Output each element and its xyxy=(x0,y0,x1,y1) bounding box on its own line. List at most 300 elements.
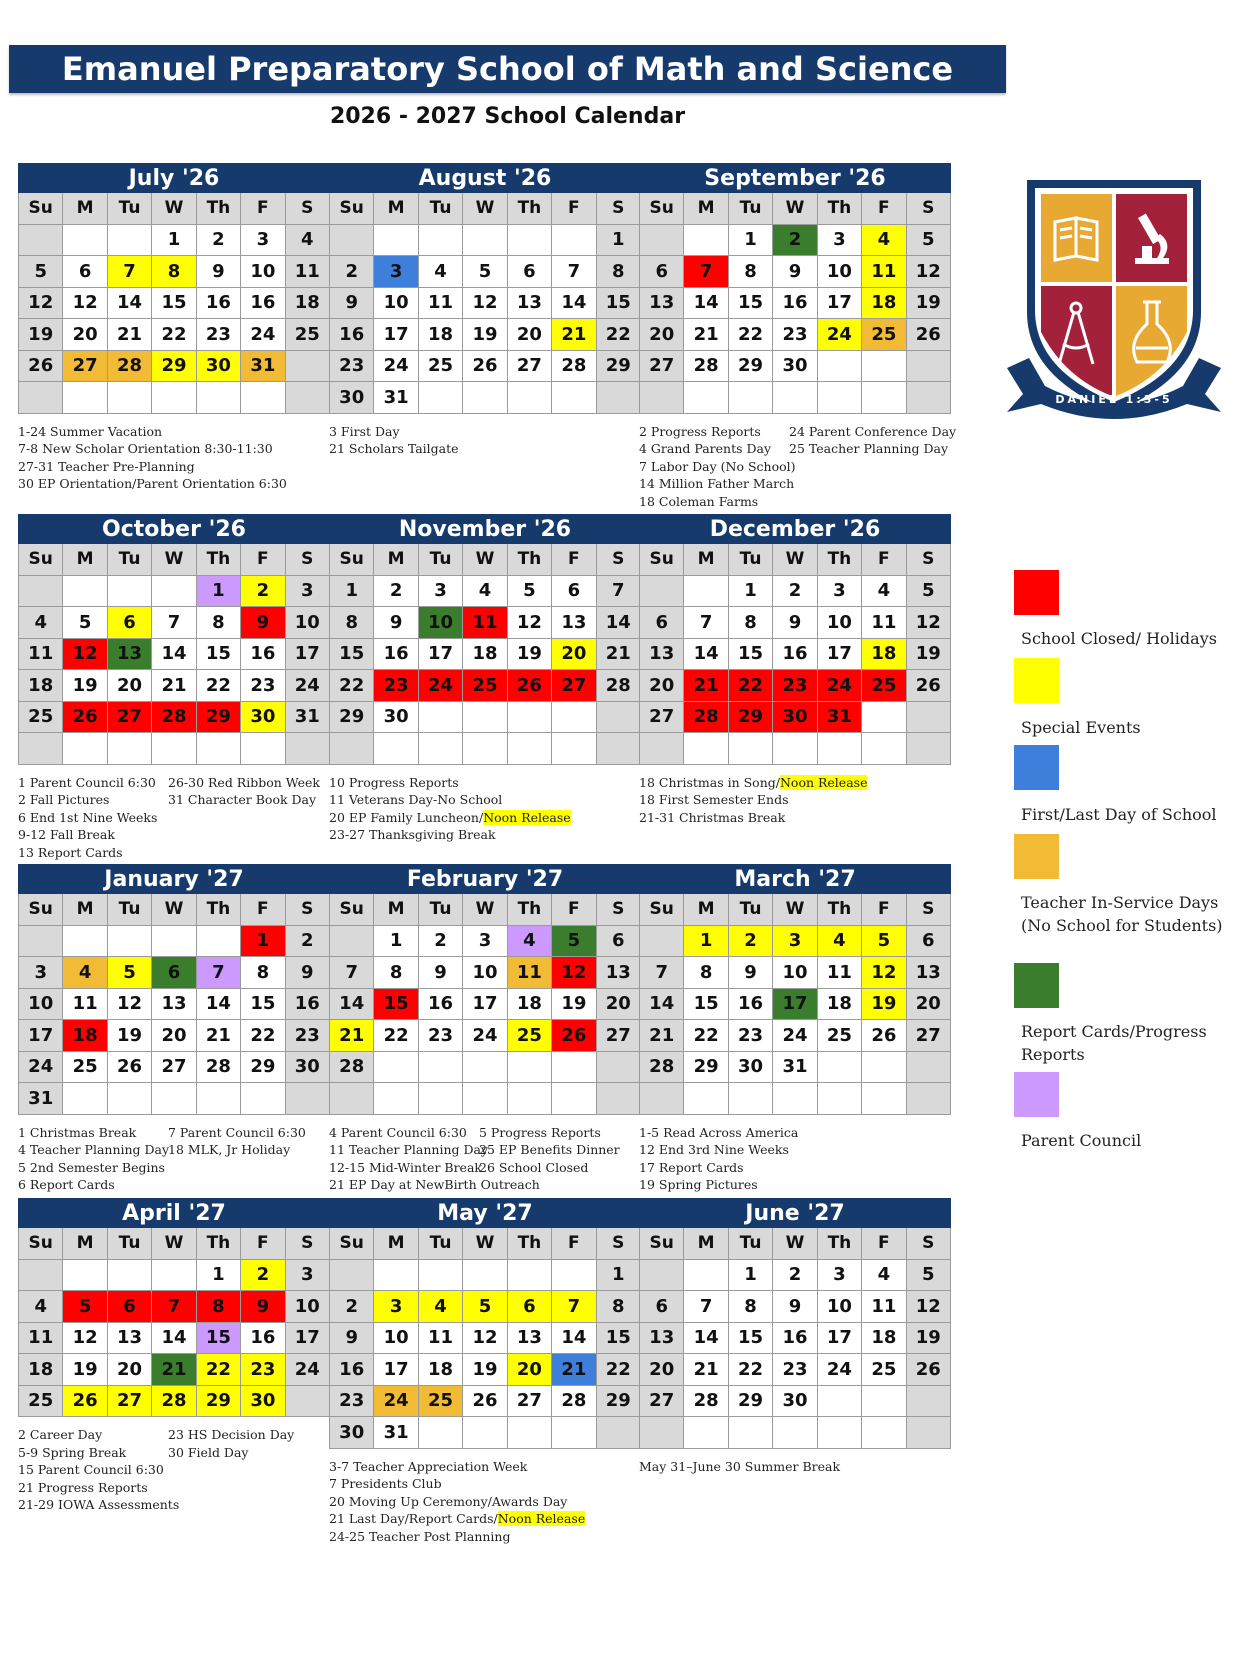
weekday-header: W xyxy=(463,544,507,576)
weekday-header: M xyxy=(63,894,107,926)
day-cell: 29 xyxy=(684,1052,728,1084)
empty-day-cell xyxy=(108,1083,152,1115)
empty-day-cell xyxy=(19,1260,63,1292)
day-cell: 3 xyxy=(19,957,63,989)
weekday-header: Tu xyxy=(729,544,773,576)
note-line: 4 Parent Council 6:30 xyxy=(329,1124,467,1140)
day-cell: 3 xyxy=(241,225,285,257)
empty-day-cell xyxy=(152,1260,196,1292)
month-title: August '26 xyxy=(329,163,641,193)
empty-day-cell xyxy=(197,1083,241,1115)
day-cell: 17 xyxy=(286,639,330,671)
day-cell: 8 xyxy=(597,1291,641,1323)
empty-day-cell xyxy=(552,1260,596,1292)
weekday-header: M xyxy=(374,544,418,576)
day-cell: 12 xyxy=(19,288,63,320)
day-cell: 13 xyxy=(640,639,684,671)
weekday-header: F xyxy=(241,544,285,576)
day-cell: 4 xyxy=(463,576,507,608)
day-cell: 24 xyxy=(241,319,285,351)
day-cell: 4 xyxy=(19,607,63,639)
weekday-header: W xyxy=(773,193,817,225)
weekday-header: M xyxy=(684,1228,728,1260)
day-cell: 28 xyxy=(684,702,728,734)
day-cell: 11 xyxy=(862,1291,906,1323)
day-cell: 8 xyxy=(197,607,241,639)
weekday-header: M xyxy=(374,1228,418,1260)
month-grid xyxy=(329,193,641,414)
note-line: 21-29 IOWA Assessments xyxy=(18,1497,180,1512)
day-cell: 26 xyxy=(463,1386,507,1418)
day-cell: 27 xyxy=(597,1020,641,1052)
empty-day-cell xyxy=(286,1083,330,1115)
day-cell: 25 xyxy=(862,1354,906,1386)
day-cell: 14 xyxy=(197,989,241,1021)
empty-day-cell xyxy=(597,733,641,765)
empty-day-cell xyxy=(862,1052,906,1084)
empty-day-cell xyxy=(108,926,152,958)
note-line: 31 Character Book Day xyxy=(168,792,317,807)
day-cell: 14 xyxy=(640,989,684,1021)
day-cell: 6 xyxy=(640,607,684,639)
day-cell: 10 xyxy=(241,256,285,288)
empty-day-cell xyxy=(152,926,196,958)
day-cell: 25 xyxy=(286,319,330,351)
weekday-header: Tu xyxy=(729,193,773,225)
day-cell: 10 xyxy=(419,607,463,639)
day-cell: 30 xyxy=(729,1052,773,1084)
empty-day-cell xyxy=(684,733,728,765)
empty-day-cell xyxy=(552,702,596,734)
weekday-header: M xyxy=(63,1228,107,1260)
day-cell: 20 xyxy=(108,670,152,702)
weekday-header: M xyxy=(684,544,728,576)
day-cell: 21 xyxy=(684,670,728,702)
day-cell: 7 xyxy=(684,256,728,288)
day-cell: 10 xyxy=(374,288,418,320)
month-grid xyxy=(639,1228,951,1449)
day-cell: 23 xyxy=(241,670,285,702)
day-cell: 27 xyxy=(108,702,152,734)
weekday-header: F xyxy=(552,193,596,225)
day-cell: 14 xyxy=(552,288,596,320)
day-cell: 2 xyxy=(241,576,285,608)
day-cell: 18 xyxy=(63,1020,107,1052)
day-cell: 23 xyxy=(330,1386,374,1418)
day-cell: 7 xyxy=(552,1291,596,1323)
weekday-header: Su xyxy=(19,894,63,926)
day-cell: 25 xyxy=(463,670,507,702)
month-grid xyxy=(329,894,641,1115)
legend-label: School Closed/ Holidays xyxy=(1021,629,1217,648)
day-cell: 10 xyxy=(286,1291,330,1323)
day-cell: 19 xyxy=(63,670,107,702)
day-cell: 9 xyxy=(729,957,773,989)
note-line: 6 Report Cards xyxy=(18,1177,115,1192)
day-cell: 4 xyxy=(63,957,107,989)
day-cell: 3 xyxy=(773,926,817,958)
day-cell: 25 xyxy=(862,670,906,702)
day-cell: 26 xyxy=(907,319,951,351)
day-cell: 14 xyxy=(330,989,374,1021)
empty-day-cell xyxy=(63,926,107,958)
day-cell: 18 xyxy=(508,989,552,1021)
weekday-header: F xyxy=(241,193,285,225)
month-february-27 xyxy=(329,864,641,1194)
note-line: 12 End 3rd Nine Weeks xyxy=(639,1142,789,1157)
day-cell: 24 xyxy=(286,670,330,702)
note-line: 27-31 Teacher Pre-Planning xyxy=(18,458,195,474)
day-cell: 26 xyxy=(862,1020,906,1052)
day-cell: 10 xyxy=(818,607,862,639)
day-cell: 17 xyxy=(773,989,817,1021)
day-cell: 10 xyxy=(818,256,862,288)
empty-day-cell xyxy=(862,1386,906,1418)
day-cell: 26 xyxy=(19,351,63,383)
day-cell: 15 xyxy=(597,1323,641,1355)
note-line: 9-12 Fall Break xyxy=(18,827,115,842)
day-cell: 24 xyxy=(19,1052,63,1084)
day-cell: 15 xyxy=(597,288,641,320)
weekday-header: Th xyxy=(508,544,552,576)
day-cell: 9 xyxy=(241,1291,285,1323)
day-cell: 5 xyxy=(552,926,596,958)
empty-day-cell xyxy=(508,1083,552,1115)
note-line: 2 Career Day xyxy=(18,1427,103,1442)
day-cell: 6 xyxy=(108,607,152,639)
day-cell: 13 xyxy=(552,607,596,639)
note-line: 18 MLK, Jr Holiday xyxy=(168,1142,291,1157)
empty-day-cell xyxy=(907,1417,951,1449)
day-cell: 10 xyxy=(286,607,330,639)
note-line: 23 HS Decision Day xyxy=(168,1427,295,1442)
day-cell: 1 xyxy=(684,926,728,958)
note-line: 15 Parent Council 6:30 xyxy=(18,1462,164,1477)
empty-day-cell xyxy=(330,1260,374,1292)
day-cell: 8 xyxy=(330,607,374,639)
day-cell: 7 xyxy=(152,1291,196,1323)
day-cell: 7 xyxy=(640,957,684,989)
empty-day-cell xyxy=(729,1083,773,1115)
day-cell: 12 xyxy=(463,1323,507,1355)
empty-day-cell xyxy=(374,225,418,257)
day-cell: 12 xyxy=(508,607,552,639)
weekday-header: Tu xyxy=(108,894,152,926)
day-cell: 21 xyxy=(152,670,196,702)
empty-day-cell xyxy=(108,1260,152,1292)
empty-day-cell xyxy=(684,1260,728,1292)
noon-release-highlight: Noon Release xyxy=(483,809,571,825)
month-title: April '27 xyxy=(18,1198,330,1228)
note-line: 3 First Day xyxy=(329,423,400,439)
day-cell: 6 xyxy=(597,926,641,958)
day-cell: 3 xyxy=(374,1291,418,1323)
day-cell: 20 xyxy=(108,1354,152,1386)
day-cell: 14 xyxy=(152,639,196,671)
empty-day-cell xyxy=(684,1417,728,1449)
day-cell: 9 xyxy=(330,1323,374,1355)
day-cell: 23 xyxy=(197,319,241,351)
day-cell: 19 xyxy=(463,319,507,351)
day-cell: 6 xyxy=(63,256,107,288)
empty-day-cell xyxy=(508,702,552,734)
day-cell: 16 xyxy=(773,288,817,320)
day-cell: 29 xyxy=(241,1052,285,1084)
day-cell: 8 xyxy=(152,256,196,288)
empty-day-cell xyxy=(286,1386,330,1418)
note-line: 10 Progress Reports xyxy=(329,774,459,790)
note-line: 2 Progress Reports xyxy=(639,423,761,439)
day-cell: 22 xyxy=(197,1354,241,1386)
empty-day-cell xyxy=(508,1260,552,1292)
day-cell: 29 xyxy=(597,351,641,383)
weekday-header: Th xyxy=(508,1228,552,1260)
day-cell: 19 xyxy=(19,319,63,351)
month-grid xyxy=(18,544,330,765)
day-cell: 10 xyxy=(19,989,63,1021)
day-cell: 20 xyxy=(640,1354,684,1386)
legend-label: Parent Council xyxy=(1021,1131,1142,1150)
day-cell: 29 xyxy=(729,1386,773,1418)
empty-day-cell xyxy=(152,576,196,608)
day-cell: 27 xyxy=(907,1020,951,1052)
day-cell: 22 xyxy=(729,1354,773,1386)
weekday-header: S xyxy=(286,544,330,576)
day-cell: 7 xyxy=(108,256,152,288)
month-may-27 xyxy=(329,1198,641,1545)
empty-day-cell xyxy=(597,702,641,734)
weekday-header: Su xyxy=(640,894,684,926)
day-cell: 4 xyxy=(862,1260,906,1292)
empty-day-cell xyxy=(508,1417,552,1449)
note-line: 25 EP Benefits Dinner xyxy=(479,1142,620,1157)
note-line: 6 End 1st Nine Weeks xyxy=(18,809,158,825)
day-cell: 31 xyxy=(286,702,330,734)
day-cell: 18 xyxy=(19,1354,63,1386)
day-cell: 18 xyxy=(862,288,906,320)
weekday-header: F xyxy=(552,544,596,576)
month-notes xyxy=(18,423,330,493)
day-cell: 19 xyxy=(907,639,951,671)
empty-day-cell xyxy=(374,1260,418,1292)
note-line: 17 Report Cards xyxy=(639,1159,744,1175)
day-cell: 9 xyxy=(286,957,330,989)
empty-day-cell xyxy=(330,225,374,257)
weekday-header: S xyxy=(907,894,951,926)
note-line: 21 Progress Reports xyxy=(18,1479,148,1495)
day-cell: 6 xyxy=(508,256,552,288)
day-cell: 31 xyxy=(241,351,285,383)
empty-day-cell xyxy=(684,382,728,414)
empty-day-cell xyxy=(907,702,951,734)
note-line: 23-27 Thanksgiving Break xyxy=(329,827,496,842)
month-notes xyxy=(639,774,951,827)
weekday-header: Su xyxy=(330,193,374,225)
day-cell: 16 xyxy=(330,319,374,351)
day-cell: 4 xyxy=(818,926,862,958)
day-cell: 25 xyxy=(508,1020,552,1052)
month-title: January '27 xyxy=(18,864,330,894)
weekday-header: S xyxy=(597,894,641,926)
weekday-header: S xyxy=(286,894,330,926)
empty-day-cell xyxy=(19,382,63,414)
empty-day-cell xyxy=(552,225,596,257)
day-cell: 30 xyxy=(773,702,817,734)
day-cell: 1 xyxy=(197,576,241,608)
weekday-header: F xyxy=(862,544,906,576)
day-cell: 7 xyxy=(684,1291,728,1323)
day-cell: 4 xyxy=(19,1291,63,1323)
day-cell: 2 xyxy=(374,576,418,608)
empty-day-cell xyxy=(508,382,552,414)
empty-day-cell xyxy=(463,733,507,765)
weekday-header: Su xyxy=(330,1228,374,1260)
month-grid xyxy=(639,193,951,414)
day-cell: 27 xyxy=(552,670,596,702)
month-grid xyxy=(639,894,951,1115)
day-cell: 4 xyxy=(419,1291,463,1323)
note-line: 7 Presidents Club xyxy=(329,1476,442,1491)
note-line: May 31–June 30 Summer Break xyxy=(639,1458,841,1474)
day-cell: 1 xyxy=(729,1260,773,1292)
note-text: 21 Last Day/Report Cards/ xyxy=(329,1511,498,1526)
calendar-title: 2026 - 2027 School Calendar xyxy=(329,104,686,129)
day-cell: 16 xyxy=(773,1323,817,1355)
month-title: September '26 xyxy=(639,163,951,193)
day-cell: 12 xyxy=(463,288,507,320)
weekday-header: S xyxy=(907,193,951,225)
month-notes xyxy=(639,1124,951,1194)
day-cell: 9 xyxy=(374,607,418,639)
weekday-header: Tu xyxy=(419,544,463,576)
school-name-banner: Emanuel Preparatory School of Math and Science xyxy=(9,45,1006,93)
month-january-27 xyxy=(18,864,330,1194)
day-cell: 21 xyxy=(640,1020,684,1052)
empty-day-cell xyxy=(552,1083,596,1115)
day-cell: 2 xyxy=(773,1260,817,1292)
day-cell: 27 xyxy=(508,351,552,383)
day-cell: 14 xyxy=(684,288,728,320)
day-cell: 11 xyxy=(862,256,906,288)
weekday-header: Su xyxy=(19,193,63,225)
empty-day-cell xyxy=(862,1083,906,1115)
day-cell: 29 xyxy=(597,1386,641,1418)
day-cell: 10 xyxy=(773,957,817,989)
note-line: 11 Veterans Day-No School xyxy=(329,792,503,807)
day-cell: 23 xyxy=(286,1020,330,1052)
day-cell: 25 xyxy=(818,1020,862,1052)
day-cell: 20 xyxy=(552,639,596,671)
note-line: 24 Parent Conference Day xyxy=(789,423,957,439)
empty-day-cell xyxy=(63,225,107,257)
note-line: 18 First Semester Ends xyxy=(639,792,789,807)
day-cell: 14 xyxy=(108,288,152,320)
month-october-26 xyxy=(18,514,330,861)
empty-day-cell xyxy=(63,382,107,414)
empty-day-cell xyxy=(374,1083,418,1115)
weekday-header: Su xyxy=(640,193,684,225)
empty-day-cell xyxy=(463,1083,507,1115)
day-cell: 5 xyxy=(862,926,906,958)
weekday-header: S xyxy=(597,544,641,576)
day-cell: 23 xyxy=(773,1354,817,1386)
day-cell: 29 xyxy=(197,702,241,734)
weekday-header: M xyxy=(63,544,107,576)
day-cell: 30 xyxy=(197,351,241,383)
day-cell: 2 xyxy=(773,576,817,608)
empty-day-cell xyxy=(597,382,641,414)
weekday-header: S xyxy=(597,193,641,225)
day-cell: 27 xyxy=(640,351,684,383)
day-cell: 21 xyxy=(684,319,728,351)
day-cell: 7 xyxy=(597,576,641,608)
day-cell: 15 xyxy=(152,288,196,320)
weekday-header: F xyxy=(862,1228,906,1260)
day-cell: 8 xyxy=(597,256,641,288)
day-cell: 6 xyxy=(152,957,196,989)
day-cell: 21 xyxy=(330,1020,374,1052)
day-cell: 3 xyxy=(818,225,862,257)
day-cell: 31 xyxy=(19,1083,63,1115)
note-line: 30 Field Day xyxy=(168,1444,249,1460)
day-cell: 20 xyxy=(63,319,107,351)
note-line: 7 Parent Council 6:30 xyxy=(168,1124,306,1140)
day-cell: 12 xyxy=(63,1323,107,1355)
month-august-26 xyxy=(329,163,641,458)
day-cell: 22 xyxy=(330,670,374,702)
day-cell: 30 xyxy=(773,1386,817,1418)
day-cell: 27 xyxy=(640,1386,684,1418)
day-cell: 16 xyxy=(241,639,285,671)
day-cell: 3 xyxy=(286,1260,330,1292)
month-notes xyxy=(329,1124,641,1194)
month-grid xyxy=(18,1228,330,1417)
month-june-27 xyxy=(639,1198,951,1475)
weekday-header: S xyxy=(597,1228,641,1260)
empty-day-cell xyxy=(552,733,596,765)
note-line xyxy=(329,809,641,827)
month-title: October '26 xyxy=(18,514,330,544)
day-cell: 16 xyxy=(374,639,418,671)
weekday-header: M xyxy=(374,193,418,225)
empty-day-cell xyxy=(19,576,63,608)
day-cell: 3 xyxy=(286,576,330,608)
day-cell: 29 xyxy=(729,702,773,734)
empty-day-cell xyxy=(374,733,418,765)
day-cell: 28 xyxy=(640,1052,684,1084)
day-cell: 22 xyxy=(597,1354,641,1386)
crest-banner-text: DANIEL 1:3-5 xyxy=(1055,393,1173,406)
day-cell: 12 xyxy=(552,957,596,989)
note-line: 30 EP Orientation/Parent Orientation 6:30 xyxy=(18,476,287,491)
weekday-header: Tu xyxy=(108,544,152,576)
day-cell: 15 xyxy=(330,639,374,671)
empty-day-cell xyxy=(597,1083,641,1115)
day-cell: 11 xyxy=(818,957,862,989)
empty-day-cell xyxy=(463,1052,507,1084)
empty-day-cell xyxy=(597,1417,641,1449)
day-cell: 31 xyxy=(818,702,862,734)
note-line: 1 Parent Council 6:30 xyxy=(18,774,156,790)
day-cell: 18 xyxy=(862,639,906,671)
empty-day-cell xyxy=(773,733,817,765)
empty-day-cell xyxy=(818,1083,862,1115)
empty-day-cell xyxy=(152,1083,196,1115)
weekday-header: Su xyxy=(19,544,63,576)
weekday-header: Tu xyxy=(729,894,773,926)
empty-day-cell xyxy=(19,733,63,765)
day-cell: 22 xyxy=(684,1020,728,1052)
